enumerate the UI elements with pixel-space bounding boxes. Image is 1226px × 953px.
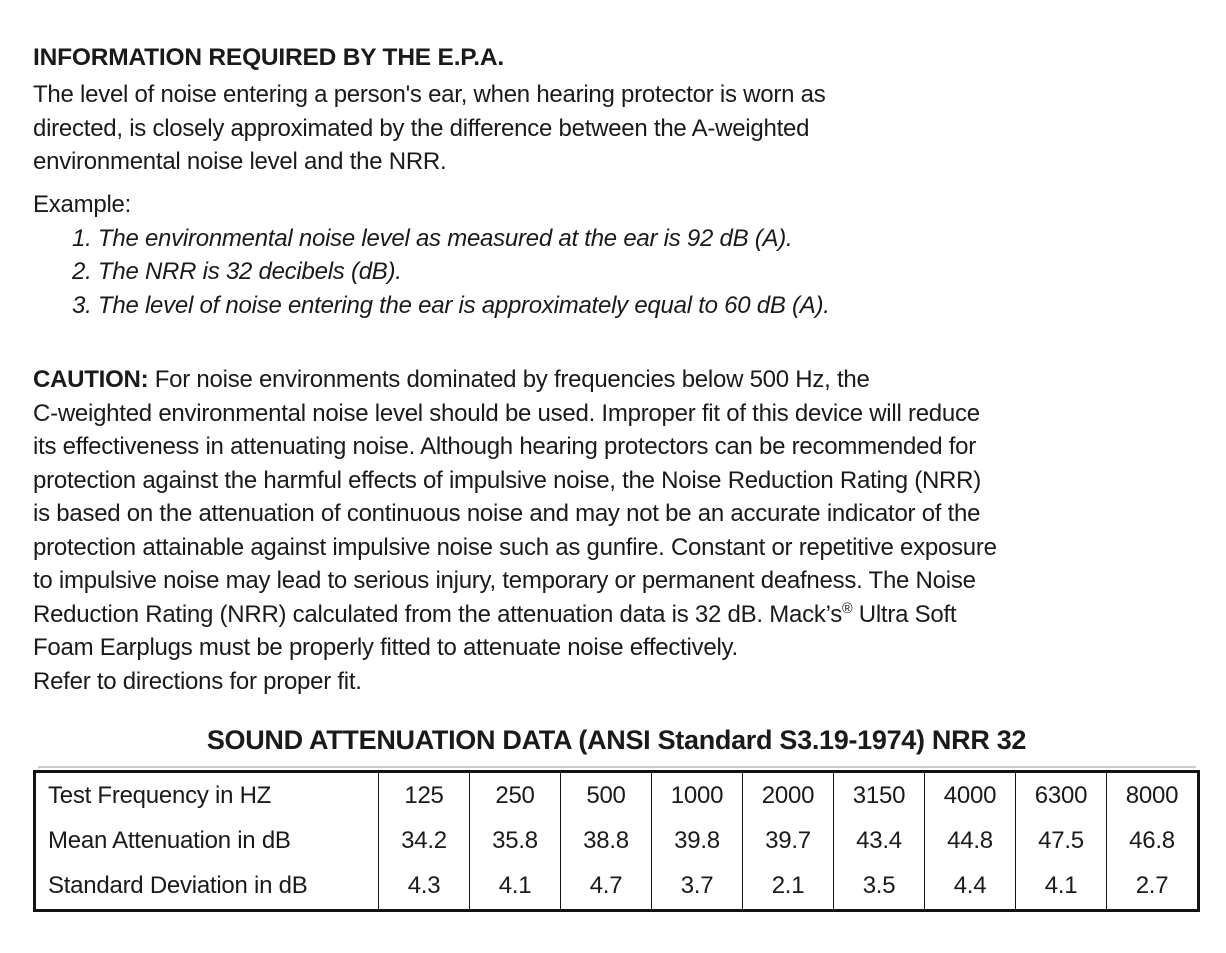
- example-section: [33, 188, 830, 322]
- example-list: [33, 222, 830, 323]
- table-cell: 44.8: [924, 818, 1015, 863]
- table-row-standard-deviation: [36, 864, 1197, 909]
- example-item: 1. The environmental noise level as measured at the ear is 92 dB (A).: [72, 224, 793, 252]
- table-cell: 4.1: [469, 864, 560, 909]
- table-cell: 8000: [1106, 773, 1197, 818]
- intro-line: environmental noise level and the NRR.: [33, 148, 447, 175]
- table-cell: 3150: [833, 773, 924, 818]
- table-cell: 34.2: [378, 818, 469, 863]
- table-cell: 6300: [1015, 773, 1106, 818]
- table-cell: 125: [378, 773, 469, 818]
- table-cell: 500: [560, 773, 651, 818]
- table-cell: 3.7: [651, 864, 742, 909]
- table-cell: 4.3: [378, 864, 469, 909]
- table-row-mean-attenuation: [36, 818, 1197, 863]
- caution-line: protection against the harmful effects of impulsive noise, the Noise Reduction Rating (NRR): [33, 466, 981, 494]
- caution-line: Refer to directions for proper fit.: [33, 667, 362, 695]
- row-label: Test Frequency in HZ: [48, 781, 272, 809]
- horizontal-rule: [38, 766, 1196, 768]
- intro-line: directed, is closely approximated by the difference between the A-weighted: [33, 114, 810, 142]
- table-title: SOUND ATTENUATION DATA (ANSI Standard S3.19-1974) NRR 32: [206, 725, 1027, 755]
- caution-lead-label: CAUTION:: [33, 366, 149, 393]
- caution-line: C-weighted environmental noise level should be used. Improper fit of this device will reduce: [33, 399, 980, 427]
- table-cell: 2.7: [1106, 864, 1197, 909]
- row-label: Mean Attenuation in dB: [48, 826, 291, 854]
- table-cell: 1000: [651, 773, 742, 818]
- table-cell: 3.5: [833, 864, 924, 909]
- table-cell: 38.8: [560, 818, 651, 863]
- table-cell: 47.5: [1015, 818, 1106, 863]
- caution-line: Foam Earplugs must be properly fitted to attenuate noise effectively.: [33, 634, 738, 661]
- table-row-frequency: [36, 773, 1197, 818]
- intro-paragraph: [33, 78, 825, 179]
- caution-line-text: For noise environments dominated by frequencies below 500 Hz, the: [148, 366, 870, 393]
- caution-line: [33, 363, 997, 397]
- table-cell: 4.7: [560, 864, 651, 909]
- table-cell: 2000: [742, 773, 833, 818]
- table-cell: 43.4: [833, 818, 924, 863]
- sound-attenuation-table: [33, 770, 1200, 912]
- intro-line: The level of noise entering a person's ear, when hearing protector is worn as: [33, 81, 826, 108]
- table-cell: 4.4: [924, 864, 1015, 909]
- caution-line: its effectiveness in attenuating noise. Although hearing protectors can be recommended for: [33, 433, 976, 460]
- table-cell: 4000: [924, 773, 1015, 818]
- caution-line: to impulsive noise may lead to serious injury, temporary or permanent deafness. The Noise: [33, 567, 976, 594]
- example-label: Example:: [33, 191, 132, 218]
- caution-line: protection attainable against impulsive noise such as gunfire. Constant or repetitive exposure: [33, 533, 997, 561]
- table-cell: 2.1: [742, 864, 833, 909]
- table-cell: 39.8: [651, 818, 742, 863]
- table-cell: 250: [469, 773, 560, 818]
- caution-line: is based on the attenuation of continuous noise and may not be an accurate indicator of the: [33, 500, 981, 527]
- caution-line: Reduction Rating (NRR) calculated from the attenuation data is 32 dB. Mack’s® Ultra Soft: [33, 600, 957, 628]
- example-item: 3. The level of noise entering the ear is approximately equal to 60 dB (A).: [72, 291, 830, 319]
- section-heading-epa: INFORMATION REQUIRED BY THE E.P.A.: [33, 44, 504, 71]
- table-cell: 39.7: [742, 818, 833, 863]
- table-cell: 35.8: [469, 818, 560, 863]
- caution-paragraph: [33, 363, 997, 698]
- table-cell: 46.8: [1106, 818, 1197, 863]
- table-cell: 4.1: [1015, 864, 1106, 909]
- row-label: Standard Deviation in dB: [48, 872, 308, 900]
- example-item: 2. The NRR is 32 decibels (dB).: [72, 258, 402, 285]
